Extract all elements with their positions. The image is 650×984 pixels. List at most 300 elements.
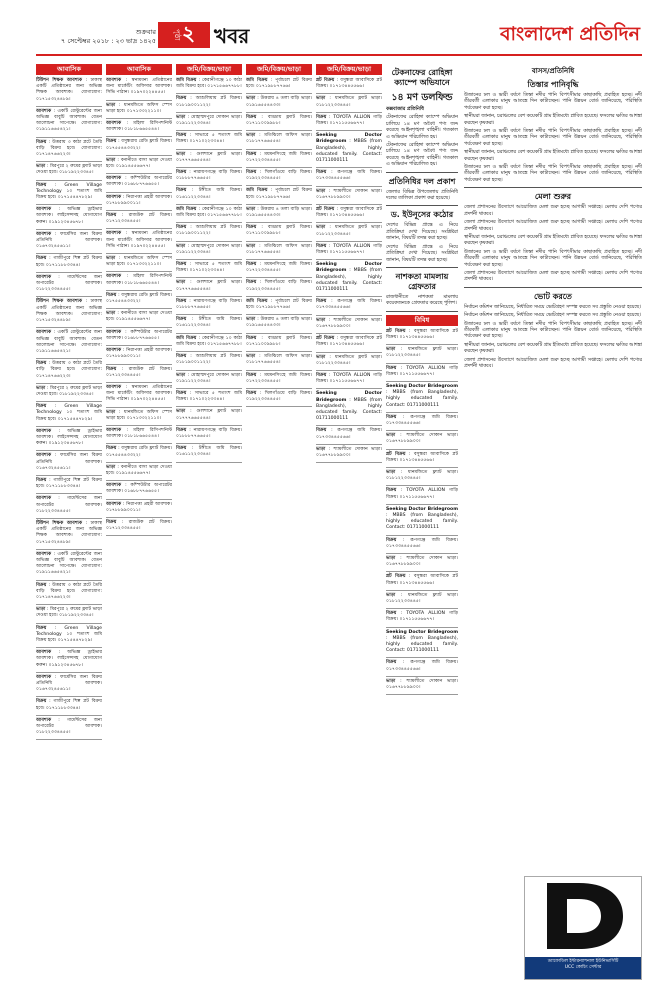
classified-ad: বিক্রয় : গাজীপুরে শিল্প প্লট বিক্রয় হবে। ০১৭১১৮৮৩৩৪৪।	[36, 256, 102, 268]
ad-lead: টিউশন শিক্ষক আবশ্যক	[36, 299, 83, 305]
ad-body: ঢাকাস্থ একটি প্রতিষ্ঠানের জন্য অভিজ্ঞ শিক্ষক আবশ্যক। যোগাযোগ: ০১৭১৫৩২৪৪৮৯।	[36, 78, 102, 102]
ad-divider	[106, 407, 172, 408]
ad-lead: বিক্রয়	[36, 404, 47, 410]
ad-body: মতিঝিলে অফিস ভাড়া। ০১৮১৭৭৬৬৫৫৪।	[246, 133, 312, 145]
ad-divider	[106, 192, 172, 193]
ad-divider	[176, 425, 242, 426]
ad-body: পূর্বাচলে প্লট বিক্রয় হবে। ০১৭১৯৮৮৭৭৬৬।	[246, 298, 312, 311]
ad-divider	[106, 271, 172, 272]
classified-ad: বিক্রয় : উত্তরায় ৩ কাঠা প্লটে তৈরি বাড়ি বিক্রয় হবে। যোগাযোগ: ০১৭১৪৭৬৬২২৩।	[36, 361, 102, 379]
ad-divider	[106, 535, 172, 536]
ad-divider	[246, 259, 312, 260]
ad-body: গার্মেন্টসের জন্য অপারেটর আবশ্যক। ০১৮২২৩৩৪৪৫৫।	[36, 274, 102, 293]
ad-lead: বিক্রয়	[386, 488, 397, 494]
article-paragraph: রাজধানীতে নাশকতা মামলায় কয়েকজনকে গ্রেফতার করেছে পুলিশ।	[386, 294, 458, 307]
ad-body: রাজউক প্লট বিক্রয়। ০১৭১২৩৩৪৪৫৫।	[106, 213, 172, 225]
ad-divider	[246, 167, 312, 168]
ad-divider	[386, 381, 458, 382]
ad-body: মিরপুরে ২ রুমের ফ্ল্যাট ভাড়া দেওয়া হবে। ০১৮১৯২২৩৩৪৫।	[36, 385, 102, 397]
ad-body: ধানমন্ডিতে ফ্ল্যাট ভাড়া। ০১৮১২২৩৩৪৪৫।	[316, 354, 382, 366]
ad-divider	[36, 426, 102, 427]
classified-ad: বিক্রয় : গাজীপুরে শিল্প প্লট বিক্রয় হবে। ০১৭১১৮৮৩৩৪৪।	[36, 699, 102, 711]
ad-body: আশুলিয়ায় প্লট বিক্রয়। ০১৮১৯০০১১২২।	[176, 225, 242, 237]
ad-body: অভিজ্ঞ ড্রাইভার আবশ্যক। লাইসেন্সসহ যোগাযোগ করুন। ০১৯১২৩৪৫৬৭৮।	[36, 650, 102, 668]
ad-body: TOYOTA ALLION গাড়ি বিক্রয়। ০১৭১১৫৫৬৬৭৭।	[316, 243, 382, 256]
classified-ad: ভাড়া : গুলশানে ফ্ল্যাট ভাড়া। ০১৭৭৭৬৬৫৫৪৪।	[176, 151, 242, 163]
ad-divider	[246, 93, 312, 94]
ad-list	[176, 78, 242, 463]
classified-ad: বিক্রয় : বাড্ডায় ফ্ল্যাট বিক্রয়। ০১৭১১০০৯৯৮৮।	[246, 335, 312, 347]
article-paragraph: স্থানীয়রা জানান, চরাঞ্চলের বেশ কয়েকটি গ্রাম ইতিমধ্যে প্লাবিত হয়েছে। ফসলের ক্ষতির আশঙ্কা করছেন কৃষকরা।	[464, 114, 642, 126]
ad-lead: Seeking Doctor Bridegroom	[316, 391, 382, 403]
divider	[386, 172, 458, 173]
ad-body: ময়মনসিংহে জমি বিক্রয়। ০১৭২২৩৩৪৪৫৫।	[246, 262, 312, 274]
ad-lead: আবশ্যক	[106, 329, 122, 335]
ad-divider	[176, 167, 242, 168]
classified-ad: ভাড়া : মতিঝিলে অফিস ভাড়া। ০১৮১৭৭৬৬৫৫৪।	[246, 243, 312, 255]
news-column-middle	[386, 64, 458, 976]
ad-lead: জমি বিক্রয়	[246, 188, 268, 194]
classified-ad: বিক্রয় : রাজউক প্লট বিক্রয়। ০১৭১২৩৩৪৪৫৫।	[106, 213, 172, 225]
ad-divider	[386, 363, 458, 364]
ad-body: মহিলা রিসিপশনিস্ট আবশ্যক। ০১৮১৮৬৬৫৫৪৪।	[106, 427, 172, 440]
classified-ad: প্লট বিক্রয় : বসুন্ধরা আবাসিকে প্লট বিক্রয়। ০১৭১৩৪৪৫৫৬৬।	[386, 328, 458, 340]
ad-body: শ্যামলীতে দোকান ভাড়া। ০১৬৭৭৮৮৯৯০০।	[316, 188, 382, 200]
ad-divider	[386, 676, 458, 677]
ad-lead: Seeking Doctor Bridegroom	[386, 506, 458, 512]
ad-lead: বিক্রয়	[246, 372, 257, 378]
ad-body: গার্মেন্টসের জন্য অপারেটর আবশ্যক। ০১৮২২৩৩৪৪৫৫।	[36, 717, 102, 736]
ad-body: মহিলা রিসিপশনিস্ট আবশ্যক। ০১৮১৮৬৬৫৫৪৪।	[106, 274, 172, 286]
ad-body: উত্তরায় ৪ তলা বাড়ি ভাড়া। ০১৯১৬৫৫৪৪৩৩।	[246, 317, 312, 329]
ad-body: উত্তরায় ৩ কাঠা প্লটে তৈরি বাড়ি বিক্রয় হবে। যোগাযোগ: ০১৭১৪৭৬৬২২৩।	[36, 582, 102, 600]
ad-body: ধানমন্ডিতে ফ্ল্যাট ভাড়া। ০১৮১২২৩৩৪৪৫।	[386, 592, 458, 605]
headline: মেলা শুরুর	[534, 192, 572, 202]
ad-lead: ভাড়া	[106, 464, 116, 470]
ad-divider	[106, 228, 172, 229]
ad-body: শ্যামলীতে দোকান ভাড়া। ০১৬৭৭৮৮৯৯০০।	[316, 317, 382, 329]
ad-body: বাড্ডায় ফ্ল্যাট বিক্রয়। ০১৭১১০০৯৯৮৮।	[246, 114, 312, 127]
classified-ad: ভাড়া : শ্যামলীতে দোকান ভাড়া। ০১৬৭৭৮৮৯৯০০।	[386, 556, 458, 568]
ad-body: খিলগাঁওয়ে বাড়ি বিক্রয়। ০১৯২২৩৩৪৪৫৫।	[246, 390, 312, 403]
ad-body: টঙ্গীতে জমি বিক্রয়। ০১৬১১২২৩৩৪৪।	[176, 446, 242, 458]
ad-lead: ভাড়া	[246, 354, 256, 360]
ad-body: শ্যামলীতে দোকান ভাড়া। ০১৬৭৭৮৮৯৯০০।	[386, 556, 458, 568]
classified-ad: বিক্রয় : বাড্ডায় ফ্ল্যাট বিক্রয়। ০১৭১১০০৯৯৮৮।	[246, 114, 312, 127]
classified-ad: বিক্রয় : আশুলিয়ায় প্লট বিক্রয়। ০১৮১৯০০১১২২।	[176, 354, 242, 366]
ad-divider	[246, 333, 312, 334]
ad-divider	[316, 167, 382, 168]
ad-divider	[246, 370, 312, 371]
ad-divider	[106, 382, 172, 383]
ad-lead: বিক্রয়	[106, 139, 117, 145]
ad-body: কম্পিউটার অপারেটর আবশ্যক। ০১৬৮৮৭৭৬৬৫৫।	[106, 176, 172, 188]
ad-body: ফার্মেসির জন্য বিক্রয় প্রতিনিধি আবশ্যক। ০১৬৭৩২৪৫৬১১।	[36, 231, 102, 250]
ad-body: গাজীপুরে শিল্প প্লট বিক্রয় হবে। ০১৭১১৮৮৩৩৪৪।	[36, 256, 102, 268]
ad-lead: ভাড়া	[386, 347, 396, 353]
classified-ad: জমি বিক্রয় : কেরানীগঞ্জে ১০ কাঠা জমি বিক্রয় হবে। ০১৭১৫৬৬৭৭৮৮।	[176, 206, 242, 219]
ad-divider	[106, 462, 172, 463]
ad-lead: বিক্রয়	[176, 446, 187, 452]
ad-lead: ভাড়া	[316, 188, 326, 194]
ad-divider	[106, 425, 172, 426]
classified-ad: ভাড়া : শ্যামলীতে দোকান ভাড়া। ০১৬৭৭৮৮৯৯০০।	[386, 433, 458, 445]
ad-lead: বিক্রয়	[176, 390, 187, 396]
ad-body: আশুলিয়ায় প্লট বিক্রয়। ০১৮১৯০০১১২২।	[176, 354, 242, 366]
ad-divider	[36, 549, 102, 550]
ad-divider	[246, 388, 312, 389]
ad-lead: প্লট বিক্রয়	[316, 78, 335, 83]
classified-ad: ভাড়া : উত্তরায় ৪ তলা বাড়ি ভাড়া। ০১৯১৬৫৫৪৪৩৩।	[246, 317, 312, 329]
classified-ad: বিক্রয় : বাড্ডায় ফ্ল্যাট বিক্রয়। ০১৭১১০০৯৯৮৮।	[246, 225, 312, 237]
ad-body: বসুন্ধরা আবাসিকে প্লট বিক্রয়। ০১৭১৩৪৪৫৫৬৬।	[386, 451, 458, 463]
ad-body: শ্যামলীতে দোকান ভাড়া। ০১৬৭৭৮৮৯৯০০।	[316, 446, 382, 458]
ad-divider	[316, 259, 382, 260]
classified-ad: ভাড়া : ধানমন্ডিতে ফ্ল্যাট ভাড়া। ০১৮১২২৩৩৪৪৫।	[386, 469, 458, 482]
classified-ad: আবশ্যক : অভিজ্ঞ ড্রাইভার আবশ্যক। লাইসেন্সসহ যোগাযোগ করুন। ০১৯১২৩৪৫৬৭৮।	[36, 650, 102, 668]
ad-lead: আবশ্যক	[36, 551, 52, 557]
ad-lead: বিক্রয়	[246, 280, 257, 286]
ad-divider	[106, 327, 172, 328]
classified-ad: বিক্রয় : টঙ্গীতে জমি বিক্রয়। ০১৬১১২২৩৩৪৪।	[176, 317, 242, 329]
ad-lead: Seeking Doctor Bridegroom	[386, 383, 458, 389]
headline-main: ১৪ মণ ডলফিন্ড	[391, 92, 453, 103]
article-paragraph: নির্বাচন কমিশন জানিয়েছে, নির্ধারিত সময়ে ভোটগ্রহণ সম্পন্ন করতে সব প্রস্তুতি নেওয়া হয়েছে।	[464, 313, 641, 319]
ad-body: ধানমন্ডিতে ফ্ল্যাট ভাড়া। ০১৮১২২৩৩৪৪৫।	[386, 469, 458, 482]
ad-lead: ভাড়া	[246, 206, 256, 212]
ad-divider	[386, 412, 458, 413]
ad-body: ধানমন্ডিতে ফ্ল্যাট ভাড়া। ০১৮১২২৩৩৪৪৫।	[386, 347, 458, 359]
classified-ad: জমি বিক্রয় : কেরানীগঞ্জে ১০ কাঠা জমি বিক্রয় হবে। ০১৭১৫৬৬৭৭৮৮।	[176, 78, 242, 90]
headline: নাশকতা মামলায় গ্রেফতার	[395, 271, 449, 291]
classified-ad: ভাড়া : ধানমন্ডিতে ফ্ল্যাট ভাড়া। ০১৮১২২৩৩৪৪৫।	[316, 225, 382, 237]
ad-divider	[386, 467, 458, 468]
ad-divider	[386, 430, 458, 431]
advertisement[interactable]	[524, 876, 642, 980]
ad-body: মিরপুরে ২ রুমের ফ্ল্যাট ভাড়া দেওয়া হবে। ০১৮১৯২২৩৩৪৫।	[36, 164, 102, 176]
ad-divider	[106, 443, 172, 444]
classified-ad: বিক্রয় : টঙ্গীতে জমি বিক্রয়। ০১৬১১২২৩৩৪৪।	[176, 446, 242, 458]
classified-ad: ভাড়া : মিরপুরে ২ রুমের ফ্ল্যাট ভাড়া দেওয়া হবে। ০১৮১৯২২৩৩৪৫।	[36, 385, 102, 397]
ad-lead: আবশ্যক	[36, 274, 52, 280]
classified-ad: আবশ্যক : অভিজ্ঞ ড্রাইভার আবশ্যক। লাইসেন্সসহ যোগাযোগ করুন। ০১৯১২৩৪৫৬৭৮।	[36, 207, 102, 225]
classified-ad: আবশ্যক : মহিলা রিসিপশনিস্ট আবশ্যক। ০১৮১৮৬৬৫৫৪৪।	[106, 427, 172, 440]
ad-lead: বিক্রয়	[246, 114, 257, 120]
ad-lead: বিক্রয়	[246, 262, 257, 268]
ad-divider	[316, 222, 382, 223]
classified-ad: ভাড়া : শ্যামলীতে দোকান ভাড়া। ০১৬৭৭৮৮৯৯০০।	[386, 678, 458, 691]
ad-lead: ভাড়া	[386, 592, 396, 598]
ad-divider	[316, 370, 382, 371]
ad-body: Green Village Technology ১০ শতাংশ জমি বিক্রয় হবে। ০১৭১৫৪৪৭৮২৯।	[36, 625, 102, 644]
classified-ad: বিক্রয় : টঙ্গীতে জমি বিক্রয়। ০১৬১১২২৩৩৪৪।	[176, 188, 242, 200]
ad-body: নারায়ণগঞ্জে বাড়ি বিক্রয়। ০১৮৮৮৭৭৬৬৫৫।	[176, 298, 242, 311]
classified-ad: বিক্রয় : আশুলিয়ায় প্লট বিক্রয়। ০১৮১৯০০১১২২।	[176, 225, 242, 237]
ad-divider	[106, 118, 172, 119]
ad-lead: বিক্রয়	[246, 390, 257, 396]
ad-list	[316, 78, 382, 463]
classified-ad: বিক্রয় : রূপগঞ্জে জমি বিক্রয়। ০১৭৩৩৪৪৫৫৬৬।	[386, 414, 458, 426]
classified-ad: আবশ্যক : ফার্মেসির জন্য বিক্রয় প্রতিনিধি আবশ্যক। ০১৬৭৩২৪৫৬১১।	[36, 231, 102, 250]
classified-ad: ভাড়া : মিরপুরে ২ রুমের ফ্ল্যাট ভাড়া দেওয়া হবে। ০১৮১৯২২৩৩৪৫।	[36, 164, 102, 176]
article-paragraph: উজানের ঢল ও ভারী বর্ষণে তিস্তা নদীর পানি বিপৎসীমার কাছাকাছি প্রবাহিত হচ্ছে। নদী তীরবর্তী এলাকার মানুষ আতঙ্কে দিন কাটাচ্ছেন। পানি উন্নয়ন বোর্ড জানিয়েছে, পরিস্থিতি পর্যবেক্ষণ করা হচ্ছে।	[464, 321, 642, 340]
section-name: খবর	[214, 24, 250, 48]
ad-divider	[316, 241, 382, 242]
classified-ad: আবশ্যক : স্বনামধন্য প্রতিষ্ঠানের জন্য মার্কেটিং অফিসার আবশ্যক। সিভি পাঠান। ০১৯৭০২২৪৪৫৫।	[106, 384, 172, 403]
classified-ad: Seeking Doctor Bridegroom : MBBS (from Bangladesh), highly educated family. Contact: 01711000111	[386, 629, 458, 654]
ad-body: বনানীতে বাসা ভাড়া দেওয়া হবে। ০১৯১৪৫৫৬৬৭৭।	[106, 157, 172, 170]
classified-ad: বিক্রয় : ময়মনসিংহে জমি বিক্রয়। ০১৭২২৩৩৪৪৫৫।	[246, 262, 312, 274]
ad-lead: জমি বিক্রয়	[246, 298, 268, 304]
headline: ড. ইউনূসের কঠোর	[390, 210, 454, 220]
ad-lead: জমি বিক্রয়	[176, 206, 197, 212]
article-paragraph: স্থানীয়রা জানান, চরাঞ্চলের বেশ কয়েকটি গ্রাম ইতিমধ্যে প্লাবিত হয়েছে। ফসলের ক্ষতির আশঙ্কা করছেন কৃষকরা।	[464, 234, 642, 247]
ad-lead: বিক্রয়	[316, 170, 327, 176]
ad-lead: জমি বিক্রয়	[246, 78, 268, 83]
classified-ad: প্লট বিক্রয় : বসুন্ধরা আবাসিকে প্লট বিক্রয়। ০১৭১৩৪৪৫৫৬৬।	[316, 207, 382, 219]
headline-top: টেকনাফের রোহিঙ্গা ক্যাম্পে অভিযানে	[391, 68, 453, 87]
classified-ad: ভাড়া : ধানমন্ডিতে ফ্ল্যাট ভাড়া। ০১৮১২২৩৩৪৪৫।	[316, 354, 382, 366]
classified-column-3	[176, 64, 242, 976]
divider	[386, 205, 458, 206]
classified-ad: বিক্রয় : নারায়ণগঞ্জে বাড়ি বিক্রয়। ০১৮৮৮৭৭৬৬৫৫।	[176, 427, 242, 439]
classified-ad: টিউশন শিক্ষক আবশ্যক : ঢাকাস্থ একটি প্রতিষ্ঠানের জন্য অভিজ্ঞ শিক্ষক আবশ্যক। যোগাযোগ: ০১৭১৫৩২৪৪৮৯।	[36, 299, 102, 324]
ad-lead: আবশ্যক	[106, 384, 122, 390]
ad-lead: ভাড়া	[106, 409, 116, 415]
ad-divider	[386, 553, 458, 554]
ad-lead: জমি বিক্রয়	[176, 78, 197, 83]
ad-lead: ভাড়া	[246, 133, 256, 139]
classified-ad: জমি বিক্রয় : পূর্বাচলে প্লট বিক্রয় হবে। ০১৭১৯৮৮৭৭৬৬।	[246, 188, 312, 200]
ad-body: গাজীপুরে শিল্প প্লট বিক্রয় হবে। ০১৭১১৮৮৩৩৪৪।	[36, 477, 102, 490]
ad-divider	[106, 517, 172, 518]
ad-lead: বিক্রয়	[106, 213, 117, 219]
ad-divider	[386, 485, 458, 486]
classified-ad: ভাড়া : বনানীতে বাসা ভাড়া দেওয়া হবে। ০১৯১৪৫৫৬৬৭৭।	[106, 311, 172, 323]
ad-lead: ভাড়া	[386, 556, 396, 561]
ad-divider	[316, 130, 382, 131]
ad-lead: বিক্রয়	[386, 537, 397, 543]
ad-body: মোহাম্মদপুরে দোকান ভাড়া। ০১৯১১২২৩৩৪৪।	[176, 114, 242, 127]
article-paragraph: স্থানীয়রা জানান, চরাঞ্চলের বেশ কয়েকটি গ্রাম ইতিমধ্যে প্লাবিত হয়েছে। ফসলের ক্ষতির আশঙ্কা করছেন কৃষকরা।	[464, 150, 642, 162]
ad-lead: ভাড়া	[36, 385, 46, 391]
ad-divider	[36, 383, 102, 384]
classified-ad: বিক্রয় : Green Village Technology ১০ শতাংশ জমি বিক্রয় হবে। ০১৭১৫৪৪৭৮২৯।	[36, 404, 102, 422]
ad-divider	[36, 715, 102, 716]
ad-lead: ভাড়া	[176, 372, 186, 378]
ad-list	[106, 78, 172, 536]
classified-ad: বিক্রয় : খিলগাঁওয়ে বাড়ি বিক্রয়। ০১৯২২৩৩৪৪৫৫।	[246, 390, 312, 403]
classified-ad: বিক্রয় : ময়মনসিংহে জমি বিক্রয়। ০১৭২২৩৩৪৪৫৫।	[246, 372, 312, 384]
ad-divider	[316, 425, 382, 426]
ad-divider	[316, 204, 382, 205]
ad-divider	[36, 696, 102, 697]
ad-divider	[36, 161, 102, 162]
date-block	[40, 28, 156, 46]
ad-body: অভিজ্ঞ ড্রাইভার আবশ্যক। লাইসেন্সসহ যোগাযোগ করুন। ০১৯১২৩৪৫৬৭৮।	[36, 207, 102, 225]
ad-body: টঙ্গীতে জমি বিক্রয়। ০১৬১১২২৩৩৪৪।	[176, 188, 242, 200]
classified-ad: ভাড়া : মোহাম্মদপুরে দোকান ভাড়া। ০১৯১১২২৩৩৪৪।	[176, 372, 242, 384]
ad-lead: ভাড়া	[106, 256, 116, 262]
ad-divider	[246, 149, 312, 150]
ad-body: সাভারে ৫ শতাংশ জমি বিক্রয়। ০১৭১০২২৩৩৪৪।	[176, 262, 242, 274]
classified-ad: বিক্রয় : গাজীপুরে শিল্প প্লট বিক্রয় হবে। ০১৭১১৮৮৩৩৪৪।	[36, 477, 102, 490]
ad-lead: বিক্রয়	[36, 582, 47, 588]
divider	[386, 311, 458, 312]
kicker: বাসস/প্রতিনিধি	[531, 67, 575, 75]
classified-ad: বিক্রয় : Green Village Technology ১০ শতাংশ জমি বিক্রয় হবে। ০১৭১৫৪৪৭৮২৯।	[36, 625, 102, 644]
ad-lead: ভাড়া	[176, 280, 186, 286]
ad-lead: আবশ্যক	[36, 428, 52, 434]
ad-divider	[176, 370, 242, 371]
ad-divider	[386, 590, 458, 591]
ad-lead: ভাড়া	[36, 607, 46, 613]
article-paragraph: উজানের ঢল ও ভারী বর্ষণে তিস্তা নদীর পানি বিপৎসীমার কাছাকাছি প্রবাহিত হচ্ছে। নদী তীরবর্তী এলাকার মানুষ আতঙ্কে দিন কাটাচ্ছেন। পানি উন্নয়ন বোর্ড জানিয়েছে, পরিস্থিতি পর্যবেক্ষণ করা হচ্ছে।	[464, 93, 642, 111]
ad-divider	[386, 449, 458, 450]
classified-ad: বিক্রয় : রূপগঞ্জে জমি বিক্রয়। ০১৭৩৩৪৪৫৫৬৬।	[386, 660, 458, 672]
ad-divider	[176, 462, 242, 463]
classified-ad: বিক্রয় : TOYOTA ALLION গাড়ি বিক্রয়। ০১৭১১৫৫৬৬৭৭।	[386, 488, 458, 500]
headline: প্রতিনিধির দল প্রকাশ	[388, 176, 456, 186]
classified-ad: ভাড়া : মতিঝিলে অফিস ভাড়া। ০১৮১৭৭৬৬৫৫৪।	[246, 354, 312, 366]
classified-ad: ভাড়া : বনানীতে বাসা ভাড়া দেওয়া হবে। ০১৯১৪৫৫৬৬৭৭।	[106, 464, 172, 476]
paper-name: বাংলাদেশ প্রতিদিন	[499, 23, 640, 45]
ad-divider	[36, 739, 102, 740]
ad-divider	[316, 388, 382, 389]
ad-lead: আবশ্যক	[106, 231, 122, 237]
classified-ad: আবশ্যক : নিরাপত্তা প্রহরী আবশ্যক। ০১৭৮৮৯৯০০১১।	[106, 348, 172, 360]
ad-body: বসুন্ধরায় রেডি ফ্ল্যাট বিক্রয়। ০১৭৫৫৪৪৩৩২২।	[106, 446, 172, 458]
ad-lead: বিক্রয়	[316, 299, 327, 305]
ad-body: মোহাম্মদপুরে দোকান ভাড়া। ০১৯১১২২৩৩৪৪।	[176, 372, 242, 384]
classified-ad: আবশ্যক : কম্পিউটার অপারেটর আবশ্যক। ০১৬৮৮৭৭৬৬৫৫।	[106, 483, 172, 495]
ad-divider	[106, 290, 172, 291]
masthead-rule	[36, 54, 642, 56]
ad-lead: বিক্রয়	[106, 519, 117, 525]
ad-body: বসুন্ধরা আবাসিকে প্লট বিক্রয়। ০১৭১৩৪৪৫৫৬৬।	[316, 336, 382, 348]
ad-body: কম্পিউটার অপারেটর আবশ্যক। ০১৬৮৮৭৭৬৬৫৫।	[106, 483, 172, 495]
classified-ad: বিক্রয় : TOYOTA ALLION গাড়ি বিক্রয়। ০১৭১১৫৫৬৬৭৭।	[316, 372, 382, 385]
ad-body: MBBS (from Bangladesh), highly educated family. Contact: 01711000111	[316, 139, 382, 164]
ad-body: ধানমন্ডিতে অফিস স্পেস ভাড়া হবে। ০১৭১৩৩২২১১০।	[106, 256, 172, 268]
ad-divider	[106, 100, 172, 101]
ad-body: উত্তরায় ৩ কাঠা প্লটে তৈরি বাড়ি বিক্রয় হবে। যোগাযোগ: ০১৭১৪৭৬৬২২৩।	[36, 361, 102, 379]
ad-divider	[106, 345, 172, 346]
ad-body: ময়মনসিংহে জমি বিক্রয়। ০১৭২২৩৩৪৪৫৫।	[246, 372, 312, 384]
ad-divider	[386, 344, 458, 345]
ad-body: Green Village Technology ১০ শতাংশ জমি বিক্রয় হবে। ০১৭১৫৪৪৭৮২৯।	[36, 182, 102, 201]
ad-body: শ্যামলীতে দোকান ভাড়া। ০১৬৭৭৮৮৯৯০০।	[386, 678, 458, 691]
classified-ad: আবশ্যক : অভিজ্ঞ ড্রাইভার আবশ্যক। লাইসেন্সসহ যোগাযোগ করুন। ০১৯১২৩৪৫৬৭৮।	[36, 428, 102, 447]
classified-ad: বিক্রয় : TOYOTA ALLION গাড়ি বিক্রয়। ০১৭১১৫৫৬৬৭৭।	[386, 611, 458, 623]
classified-ad: আবশ্যক : গার্মেন্টসের জন্য অপারেটর আবশ্যক। ০১৮২২৩৩৪৪৫৫।	[36, 496, 102, 514]
ad-body: কেরানীগঞ্জে ১০ কাঠা জমি বিক্রয় হবে। ০১৭১৫৬৬৭৭৮৮।	[176, 78, 242, 90]
ad-body: রূপগঞ্জে জমি বিক্রয়। ০১৭৩৩৪৪৫৫৬৬।	[316, 428, 382, 440]
classified-ad: আবশ্যক : স্বনামধন্য প্রতিষ্ঠানের জন্য মার্কেটিং অফিসার আবশ্যক। সিভি পাঠান। ০১৯৭০২২৪৪৫৫।	[106, 78, 172, 96]
ad-body: নিরাপত্তা প্রহরী আবশ্যক। ০১৭৮৮৯৯০০১১।	[106, 501, 172, 513]
ad-body: রূপগঞ্জে জমি বিক্রয়। ০১৭৩৩৪৪৫৫৬৬।	[386, 537, 458, 549]
ad-divider	[36, 272, 102, 273]
ad-lead: আবশ্যক	[106, 274, 122, 280]
ad-body: কেরানীগঞ্জে ১০ কাঠা জমি বিক্রয় হবে। ০১৭১৫৬৬৭৭৮৮।	[176, 335, 242, 347]
classified-ad: জমি বিক্রয় : পূর্বাচলে প্লট বিক্রয় হবে। ০১৭১৯৮৮৭৭৬৬।	[246, 298, 312, 311]
classified-ad: ভাড়া : ধানমন্ডিতে ফ্ল্যাট ভাড়া। ০১৮১২২৩৩৪৪৫।	[316, 96, 382, 108]
ad-body: বনানীতে বাসা ভাড়া দেওয়া হবে। ০১৯১৪৫৫৬৬৭৭।	[106, 464, 172, 476]
article-paragraph: উজানের ঢল ও ভারী বর্ষণে তিস্তা নদীর পানি বিপৎসীমার কাছাকাছি প্রবাহিত হচ্ছে। নদী তীরবর্তী এলাকার মানুষ আতঙ্কে দিন কাটাচ্ছেন। পানি উন্নয়ন বোর্ড জানিয়েছে, পরিস্থিতি পর্যবেক্ষণ করা হচ্ছে।	[464, 165, 642, 183]
column-heading: জমি/বিক্রয়/ভাড়া	[316, 64, 382, 75]
ad-lead: বিক্রয়	[36, 139, 47, 145]
ad-body: পূর্বাচলে প্লট বিক্রয় হবে। ০১৭১৯৮৮৭৭৬৬।	[246, 78, 312, 90]
ad-body: নিরাপত্তা প্রহরী আবশ্যক। ০১৭৮৮৯৯০০১১।	[106, 348, 172, 360]
classified-ad: বিক্রয় : নারায়ণগঞ্জে বাড়ি বিক্রয়। ০১৮৮৮৭৭৬৬৫৫।	[176, 170, 242, 182]
ad-lead: বিক্রয়	[386, 365, 397, 371]
classified-ad: আবশ্যক : নিরাপত্তা প্রহরী আবশ্যক। ০১৭৮৮৯৯০০১১।	[106, 501, 172, 513]
headline: তিস্তার পানিবৃদ্ধি	[527, 80, 579, 89]
classified-ad: আবশ্যক : একটি রেস্টুরেন্টের জন্য অভিজ্ঞ বাবুর্চি আবশ্যক। বেতন আলোচনা সাপেক্ষে। যোগাযোগ: ০১৯১১৬৬৫৪২১।	[36, 108, 102, 133]
ad-divider	[36, 475, 102, 476]
ad-divider	[36, 401, 102, 402]
classified-ad: বিক্রয় : রূপগঞ্জে জমি বিক্রয়। ০১৭৩৩৪৪৫৫৬৬।	[316, 428, 382, 440]
ad-body: Green Village Technology ১০ শতাংশ জমি বিক্রয় হবে। ০১৭১৫৪৪৭৮২৯।	[36, 404, 102, 422]
ad-body: একটি রেস্টুরেন্টের জন্য অভিজ্ঞ বাবুর্চি আবশ্যক। বেতন আলোচনা সাপেক্ষে। যোগাযোগ: ০১৯১১৬৬৫৪২১।	[36, 108, 102, 133]
article-paragraph: দেশের বিভিন্ন প্রান্তে এ নিয়ে প্রতিক্রিয়া দেখা দিয়েছে। সংশ্লিষ্টরা জানান, বিষয়টি তদন্ত করা হচ্ছে।	[386, 223, 458, 242]
ad-divider	[176, 388, 242, 389]
ad-divider	[246, 204, 312, 205]
ad-body: TOYOTA ALLION গাড়ি বিক্রয়। ০১৭১১৫৫৬৬৭৭।	[386, 488, 458, 500]
ad-body: গার্মেন্টসের জন্য অপারেটর আবশ্যক। ০১৮২২৩৩৪৪৫৫।	[36, 496, 102, 514]
divider	[464, 187, 642, 188]
article-paragraph: উজানের ঢল ও ভারী বর্ষণে তিস্তা নদীর পানি বিপৎসীমার কাছাকাছি প্রবাহিত হচ্ছে। নদী তীরবর্তী এলাকার মানুষ আতঙ্কে দিন কাটাচ্ছেন। পানি উন্নয়ন বোর্ড জানিয়েছে, পরিস্থিতি পর্যবেক্ষণ করা হচ্ছে।	[464, 129, 642, 147]
classified-ad: বিক্রয় : রূপগঞ্জে জমি বিক্রয়। ০১৭৩৩৪৪৫৫৬৬।	[316, 299, 382, 311]
ad-divider	[316, 462, 382, 463]
ad-body: ধানমন্ডিতে অফিস স্পেস ভাড়া হবে। ০১৭১৩৩২২১১০।	[106, 102, 172, 114]
classified-ad: জমি বিক্রয় : পূর্বাচলে প্লট বিক্রয় হবে। ০১৭১৯৮৮৭৭৬৬।	[246, 78, 312, 90]
ad-lead: বিক্রয়	[176, 317, 187, 323]
ad-body: MBBS (from Bangladesh), highly educated family. Contact: 01711000111	[316, 397, 382, 422]
ad-divider	[106, 210, 172, 211]
classified-ad: বিক্রয় : খিলগাঁওয়ে বাড়ি বিক্রয়। ০১৯২২৩৩৪৪৫৫।	[246, 280, 312, 292]
ad-divider	[36, 358, 102, 359]
classified-ad: বিক্রয় : সাভারে ৫ শতাংশ জমি বিক্রয়। ০১৭১০২২৩৩৪৪।	[176, 390, 242, 403]
classified-ad: বিক্রয় : বসুন্ধরায় রেডি ফ্ল্যাট বিক্রয়। ০১৭৫৫৪৪৩৩২২।	[106, 446, 172, 458]
classified-ad: বিক্রয় : খিলগাঁওয়ে বাড়ি বিক্রয়। ০১৯২২৩৩৪৪৫৫।	[246, 170, 312, 182]
ad-body: বসুন্ধরা আবাসিকে প্লট বিক্রয়। ০১৭১৩৪৪৫৫৬৬।	[316, 207, 382, 219]
ad-body: বসুন্ধরা আবাসিকে প্লট বিক্রয়। ০১৭১৩৪৪৫৫৬৬।	[386, 328, 458, 340]
ad-lead: ভাড়া	[106, 311, 116, 317]
article-paragraph: দেশের বিভিন্ন প্রান্তে এ নিয়ে প্রতিক্রিয়া দেখা দিয়েছে। সংশ্লিষ্টরা জানান, বিষয়টি তদন্ত করা হচ্ছে।	[386, 244, 458, 263]
ad-lead: প্লট বিক্রয়	[386, 574, 406, 580]
ad-body: নারায়ণগঞ্জে বাড়ি বিক্রয়। ০১৮৮৮৭৭৬৬৫৫।	[176, 170, 242, 182]
classified-ad: ভাড়া : মোহাম্মদপুরে দোকান ভাড়া। ০১৯১১২২৩৩৪৪।	[176, 114, 242, 127]
ad-body: রূপগঞ্জে জমি বিক্রয়। ০১৭৩৩৪৪৫৫৬৬।	[386, 414, 458, 426]
classified-ad: বিক্রয় : সাভারে ৫ শতাংশ জমি বিক্রয়। ০১৭১০২২৩৩৪৪।	[176, 262, 242, 274]
ad-body: স্বনামধন্য প্রতিষ্ঠানের জন্য মার্কেটিং অফিসার আবশ্যক। সিভি পাঠান। ০১৯৭০২২৪৪৫৫।	[106, 78, 172, 96]
ad-lead: বিক্রয়	[36, 625, 47, 631]
ad-divider	[386, 657, 458, 658]
ad-divider	[176, 185, 242, 186]
ad-lead: বিক্রয়	[316, 243, 327, 249]
classified-ad: বিক্রয় : রূপগঞ্জে জমি বিক্রয়। ০১৭৩৩৪৪৫৫৬৬।	[316, 170, 382, 182]
ad-divider	[176, 241, 242, 242]
classified-ad: Seeking Doctor Bridegroom : MBBS (from Bangladesh), highly educated family. Contact: 01711000111	[316, 391, 382, 422]
classified-ad: আবশ্যক : গার্মেন্টসের জন্য অপারেটর আবশ্যক। ০১৮২২৩৩৪৪৫৫।	[36, 274, 102, 293]
ad-lead: ভাড়া	[246, 243, 256, 249]
ad-lead: জমি বিক্রয়	[176, 335, 197, 341]
ad-divider	[36, 296, 102, 297]
ad-lead: ভাড়া	[316, 225, 326, 231]
classified-column-5	[316, 64, 382, 976]
ad-body: রাজউক প্লট বিক্রয়। ০১৭১২৩৩৪৪৫৫।	[106, 519, 172, 532]
